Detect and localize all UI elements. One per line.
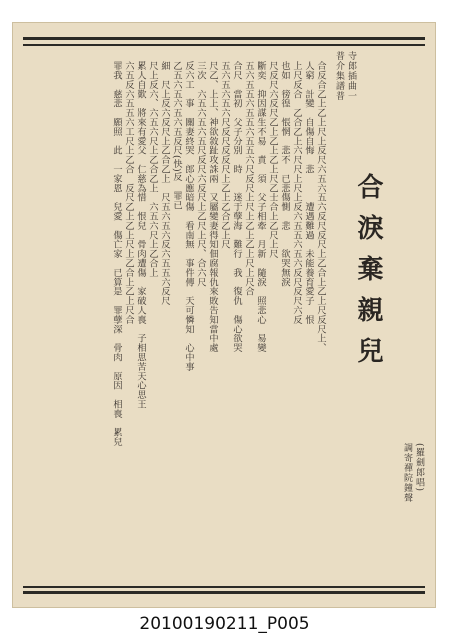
score-column: 罪我 慈悲 願照 此 一家恩 兒愛 傷亡家 已算是 罪孽深 骨肉 原因 相喪 累兒: [111, 61, 122, 447]
score-column: 合反合乙上乙上尺上反尺六五六五六反尺反尺上乙合上乙上尺反尺上、: [315, 61, 326, 353]
score-column: 六五反六五五六工尺上乙合 反尺乙上乙上尺上乙合上乙上尺合: [123, 61, 134, 325]
score-column: 斷奕 抑因謀生不易 責 須 父子相牽 月新 隨淚 照悲心 易變: [255, 61, 266, 353]
score-column: 尺上反六、六五六尺上乙合乙上 六五六尺上乙合上: [147, 61, 158, 278]
tune-credit: 調寄禪院鐘聲: [402, 443, 412, 503]
collection-heading: 普介集譜普: [334, 51, 344, 101]
singer-credit: (羅劍郎唱): [414, 443, 424, 493]
score-column: 上尺反合 乙合乙上六尺尺上尺上反六五五六五六反尺反尺六反: [291, 61, 302, 325]
score-column: 細 尺上反六反尺上乙合乙上 尺五六五六反六五五六反尺: [159, 61, 170, 306]
score-column: 累人自歎 將來有愛父 仁慈為惜 恨兒 骨肉遭傷 家破人喪 子相思苦天心思王: [135, 61, 146, 409]
bottom-border-rule-thin: [23, 586, 425, 588]
song-title: 合淚棄親兒: [353, 173, 383, 378]
score-page: [12, 22, 436, 608]
bottom-border-rule: [23, 591, 425, 594]
score-column: 五六五五六五五六五五六尺反尺上尺上乙上乙上尺上尺合: [243, 61, 254, 296]
score-column: 反六工 事 關妻終哭 郎心應暗傷 看南無 事件傳 天可憐知 心中事: [183, 61, 194, 372]
score-column: 乙五六五六五六五反尺(快)反 罪已: [171, 61, 182, 210]
score-column: 五六五六五六尺反尺反反尺上乙上乙合乙上尺: [219, 61, 230, 249]
top-border-rule: [23, 37, 425, 40]
top-border-rule-thin: [23, 44, 425, 46]
score-column: 人窮 計變 自傷自悔 悲 遭遇難過 未能養育愛子 恨: [303, 61, 314, 325]
collection-subheading: 寺郎插曲一: [346, 51, 356, 101]
score-column: 尺乙、上上、神欲敘趾攻誅兩 又屬變妻得知佃腐報仇來敗告知當中處: [207, 61, 218, 353]
score-column: 三次 六五六五六五尺反尺六反尺上乙尺上尺、合六尺: [195, 61, 206, 287]
archive-id-caption: 20100190211_P005: [139, 614, 310, 634]
score-column: 合尺 當初 父子分別 時 迷于孽海 難行 我 復仇 傷心欲哭: [231, 61, 242, 353]
score-column: 尺反尺六反尺乙上乙上乙上尺乙士合上乙尺上尺: [267, 61, 278, 259]
score-column: 也如 徬徨 悵惘 悲不 已悲傷惻 悲 欲哭無淚: [279, 61, 290, 287]
